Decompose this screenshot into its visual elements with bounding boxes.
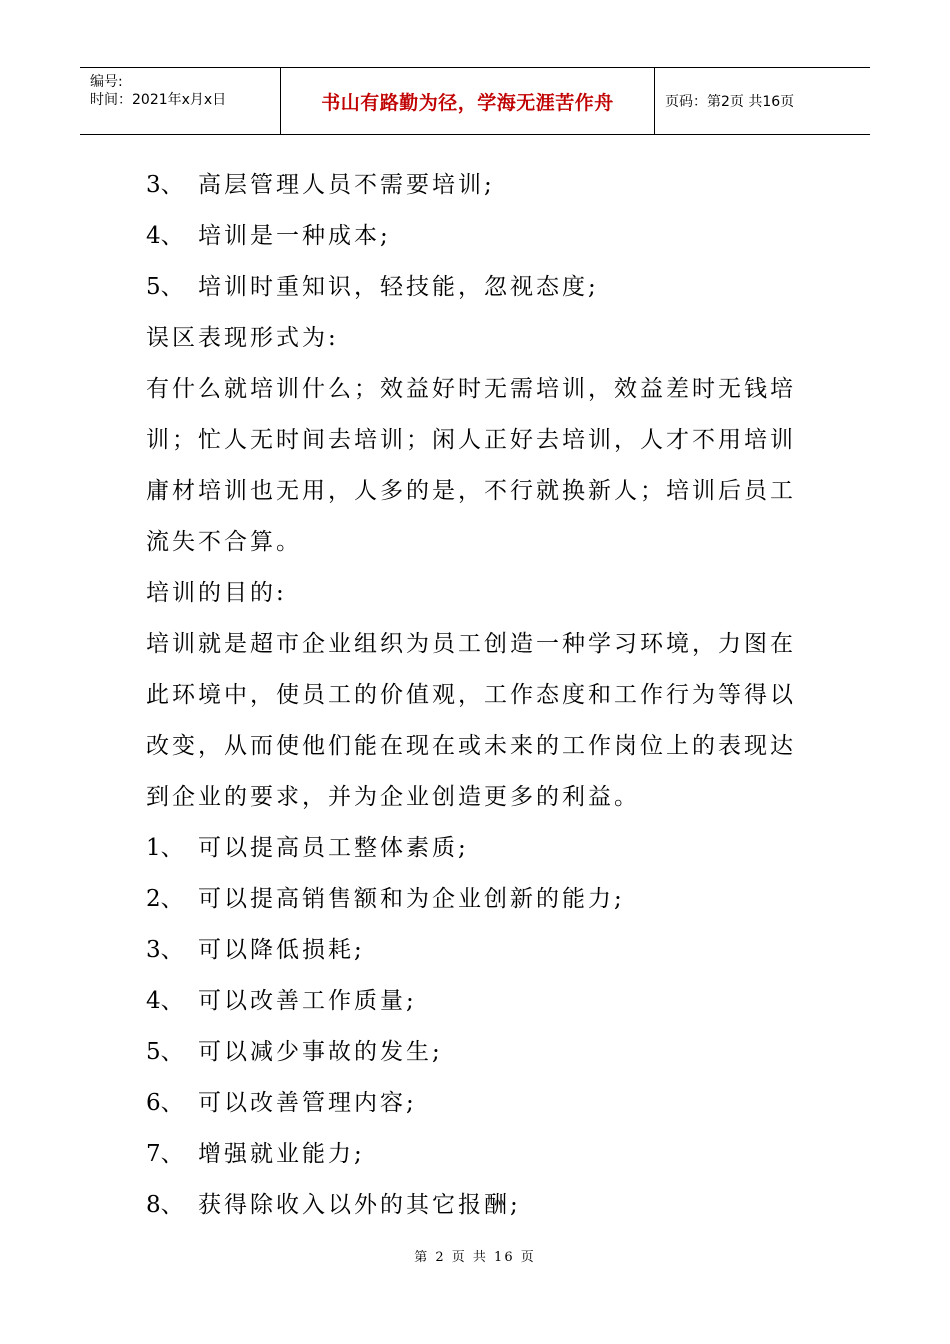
misconception-item: 3、 高层管理人员不需要培训; xyxy=(146,172,495,198)
purpose-heading: 培训的目的: xyxy=(146,580,287,606)
purpose-paragraph-line: 培训就是超市企业组织为员工创造一种学习环境，力图在 xyxy=(146,631,796,657)
benefit-item: 5、 可以减少事故的发生; xyxy=(146,1039,443,1065)
purpose-paragraph-line: 此环境中，使员工的价值观，工作态度和工作行为等得以 xyxy=(146,682,796,708)
forms-paragraph-line: 庸材培训也无用，人多的是，不行就换新人；培训后员工 xyxy=(146,478,796,504)
benefit-item: 2、 可以提高销售额和为企业创新的能力; xyxy=(146,886,625,912)
benefit-item: 4、 可以改善工作质量; xyxy=(146,988,417,1014)
header-page-cell xyxy=(655,68,870,134)
header-meta-cell xyxy=(80,68,281,134)
page-prefix: 页码： xyxy=(665,94,707,110)
doc-number-label: 编号: xyxy=(90,74,123,90)
document-header xyxy=(80,67,870,135)
misconception-item: 5、 培训时重知识，轻技能，忽视态度; xyxy=(146,274,599,300)
forms-paragraph-line: 流失不合算。 xyxy=(146,529,302,555)
page-value: 第2页 共16页 xyxy=(707,94,795,110)
header-motto-cell xyxy=(281,68,655,134)
benefit-item: 3、 可以降低损耗; xyxy=(146,937,365,963)
purpose-paragraph-line: 改变，从而使他们能在现在或未来的工作岗位上的表现达 xyxy=(146,733,796,759)
document-body xyxy=(146,160,816,1231)
purpose-paragraph-line: 到企业的要求，并为企业创造更多的利益。 xyxy=(146,784,640,810)
header-motto: 书山有路勤为径，学海无涯苦作舟 xyxy=(321,91,614,114)
forms-heading: 误区表现形式为: xyxy=(146,325,339,351)
benefit-item: 1、 可以提高员工整体素质; xyxy=(146,835,469,861)
benefit-item: 7、 增强就业能力; xyxy=(146,1141,365,1167)
misconception-item: 4、 培训是一种成本; xyxy=(146,223,391,249)
forms-paragraph-line: 有什么就培训什么；效益好时无需培训，效益差时无钱培 xyxy=(146,376,796,402)
benefit-item: 6、 可以改善管理内容; xyxy=(146,1090,417,1116)
page-footer: 第 2 页 共 16 页 xyxy=(414,1250,536,1265)
forms-paragraph-line: 训；忙人无时间去培训；闲人正好去培训，人才不用培训 xyxy=(146,427,796,453)
doc-time-label: 时间：2021年x月x日 xyxy=(90,92,227,108)
benefit-item: 8、 获得除收入以外的其它报酬; xyxy=(146,1192,521,1218)
